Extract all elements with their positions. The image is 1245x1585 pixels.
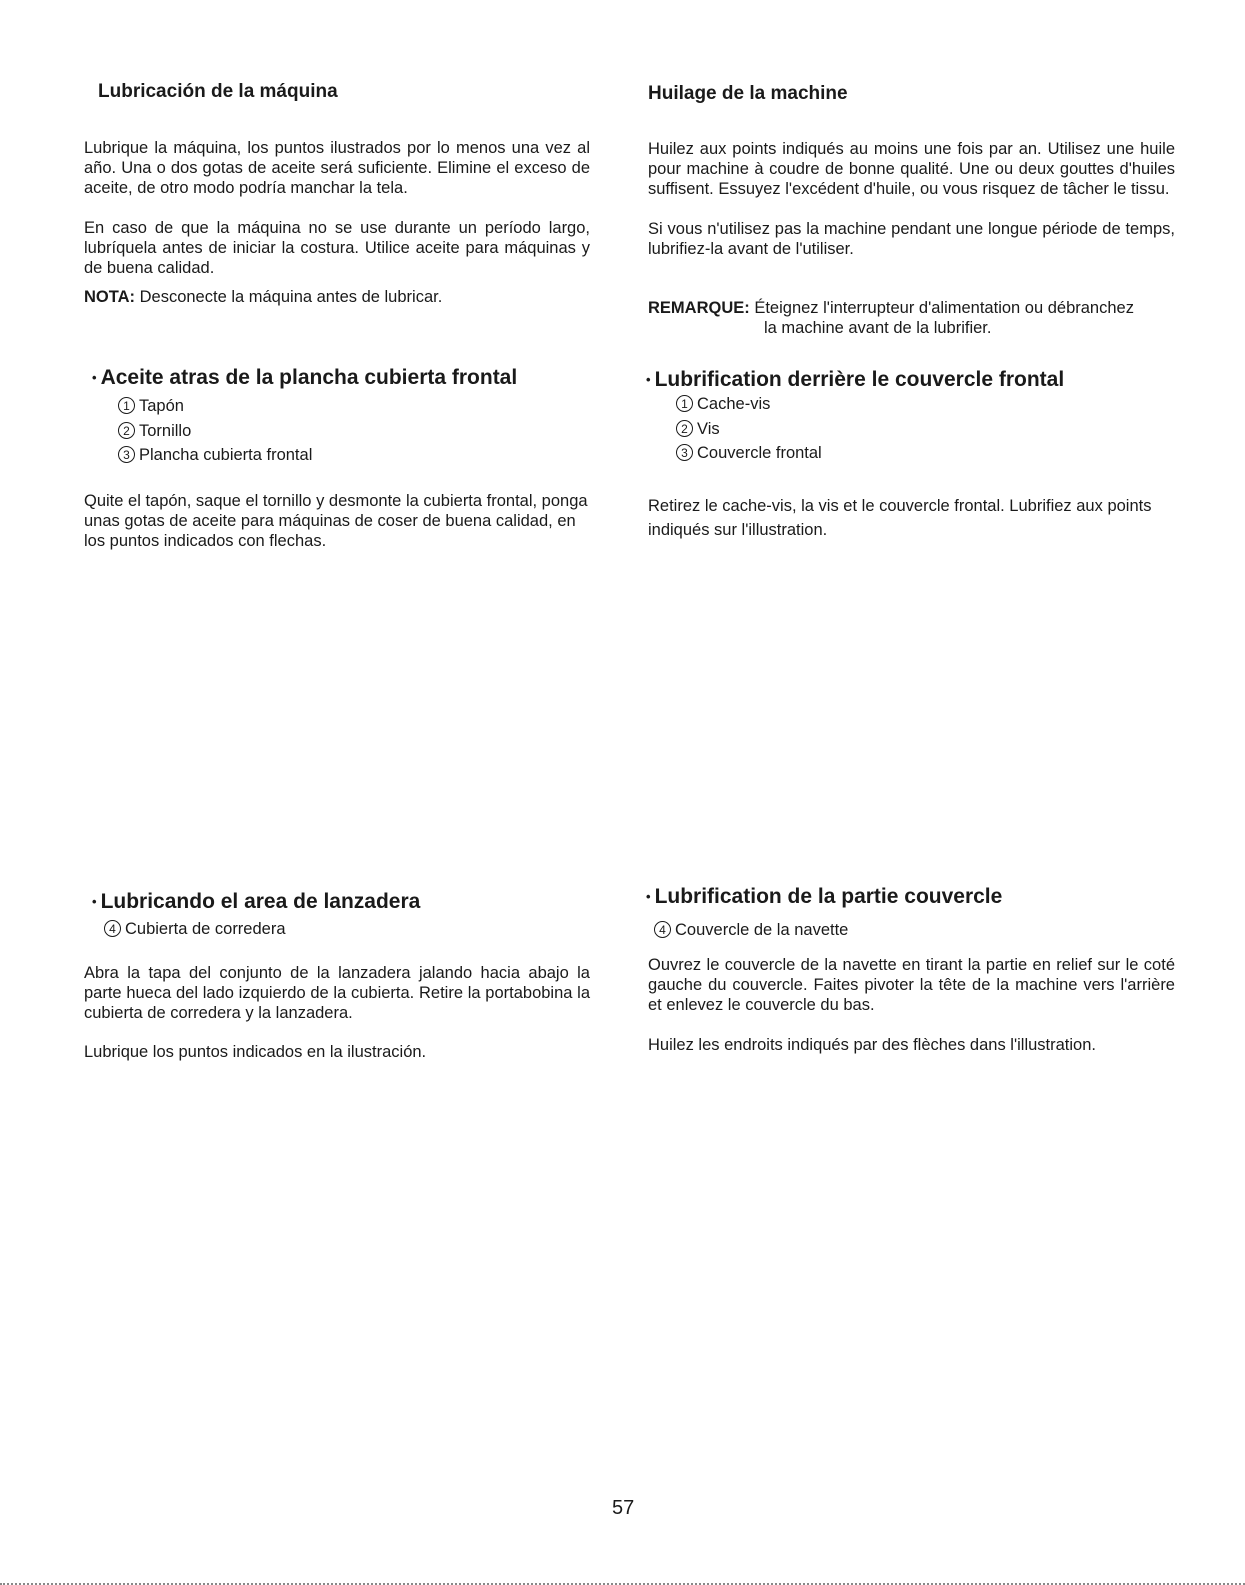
fr-note-line-2: la machine avant de la lubrifier. — [764, 319, 992, 337]
es-section-1-text: Quite el tapón, saque el tornillo y desmonte la cubierta frontal, ponga unas gotas de aceite para máquinas de coser de buena calidad, en los puntos indicados con flechas. — [84, 492, 588, 550]
circled-number-4-icon: 4 — [654, 921, 671, 938]
list-item: 1 Cache-vis — [676, 392, 822, 417]
circled-number-1-icon: 1 — [676, 395, 693, 412]
list-item: 2 Tornillo — [118, 419, 312, 444]
fr-section-2-text-1: Ouvrez le couvercle de la navette en tirant la partie en relief sur le coté gauche du couvercle. Faites pivoter la tête de la machine vers l'arrière et enlevez le couvercle du bas. — [648, 956, 1175, 1014]
fr-paragraph-1: Huilez aux points indiqués au moins une fois par an. Utilisez une huile pour machine à coudre de bonne qualité. Une ou deux gouttes d'huiles suffisent. Essuyez l'excédent d'huile, ou vous risquez de tâcher le tissu. — [648, 140, 1175, 198]
es-note-label: NOTA: — [84, 288, 136, 306]
es-section-2-text-1: Abra la tapa del conjunto de la lanzadera jalando hacia abajo la parte hueca del lado izquierdo de la cubierta. Retire la portabobina la cubierta de corredera y la lanzadera. — [84, 964, 590, 1022]
list-item: 3 Plancha cubierta frontal — [118, 443, 312, 468]
page-bottom-edge — [0, 1581, 1245, 1585]
circled-number-1-icon: 1 — [118, 397, 135, 414]
fr-section-1-text: Retirez le cache-vis, la vis et le couvercle frontal. Lubrifiez aux points indiqués sur l'illustration. — [648, 497, 1152, 539]
bullet-icon: • — [92, 894, 97, 909]
es-paragraph-2: En caso de que la máquina no se use durante un período largo, lubríquela antes de iniciar la costura. Utilice aceite para máquinas y de buena calidad. — [84, 219, 590, 277]
fr-note — [648, 298, 1175, 338]
circled-number-4-icon: 4 — [104, 920, 121, 937]
page-number: 57 — [612, 1497, 635, 1519]
fr-section-2-parts-list — [654, 918, 848, 943]
es-section-1-parts-list — [118, 394, 312, 468]
bullet-icon: • — [646, 372, 651, 387]
es-section-2-parts-list — [104, 917, 286, 942]
fr-section-1-title: • Lubrification derrière le couvercle frontal — [646, 368, 1065, 391]
bullet-icon: • — [92, 370, 97, 385]
bullet-icon: • — [646, 889, 651, 904]
list-item: 4 Couvercle de la navette — [654, 918, 848, 943]
fr-note-label: REMARQUE: — [648, 299, 750, 317]
es-page-title: Lubricación de la máquina — [98, 81, 338, 102]
circled-number-2-icon: 2 — [118, 422, 135, 439]
fr-section-1-parts-list — [676, 392, 822, 466]
es-section-1-title: • Aceite atras de la plancha cubierta frontal — [92, 366, 518, 389]
list-item: 2 Vis — [676, 417, 822, 442]
circled-number-2-icon: 2 — [676, 420, 693, 437]
fr-section-2-title: • Lubrification de la partie couvercle — [646, 885, 1003, 908]
fr-page-title: Huilage de la machine — [648, 83, 848, 104]
circled-number-3-icon: 3 — [676, 444, 693, 461]
list-item: 3 Couvercle frontal — [676, 441, 822, 466]
es-section-2-title: • Lubricando el area de lanzadera — [92, 890, 421, 913]
es-paragraph-1: Lubrique la máquina, los puntos ilustrados por lo menos una vez al año. Una o dos gotas de aceite será suficiente. Elimine el exceso de aceite, de otro modo podría manchar la tela. — [84, 139, 590, 197]
fr-section-2-text-2: Huilez les endroits indiqués par des flèches dans l'illustration. — [648, 1036, 1096, 1054]
list-item: 1 Tapón — [118, 394, 312, 419]
es-note — [84, 287, 590, 307]
list-item: 4 Cubierta de corredera — [104, 917, 286, 942]
es-section-2-text-2: Lubrique los puntos indicados en la ilustración. — [84, 1043, 427, 1061]
es-note-text: Desconecte la máquina antes de lubricar. — [139, 288, 443, 306]
fr-note-line-1: Éteignez l'interrupteur d'alimentation ou débranchez — [754, 299, 1134, 317]
circled-number-3-icon: 3 — [118, 446, 135, 463]
fr-paragraph-2: Si vous n'utilisez pas la machine pendant une longue période de temps, lubrifiez-la avant de l'utiliser. — [648, 220, 1175, 258]
